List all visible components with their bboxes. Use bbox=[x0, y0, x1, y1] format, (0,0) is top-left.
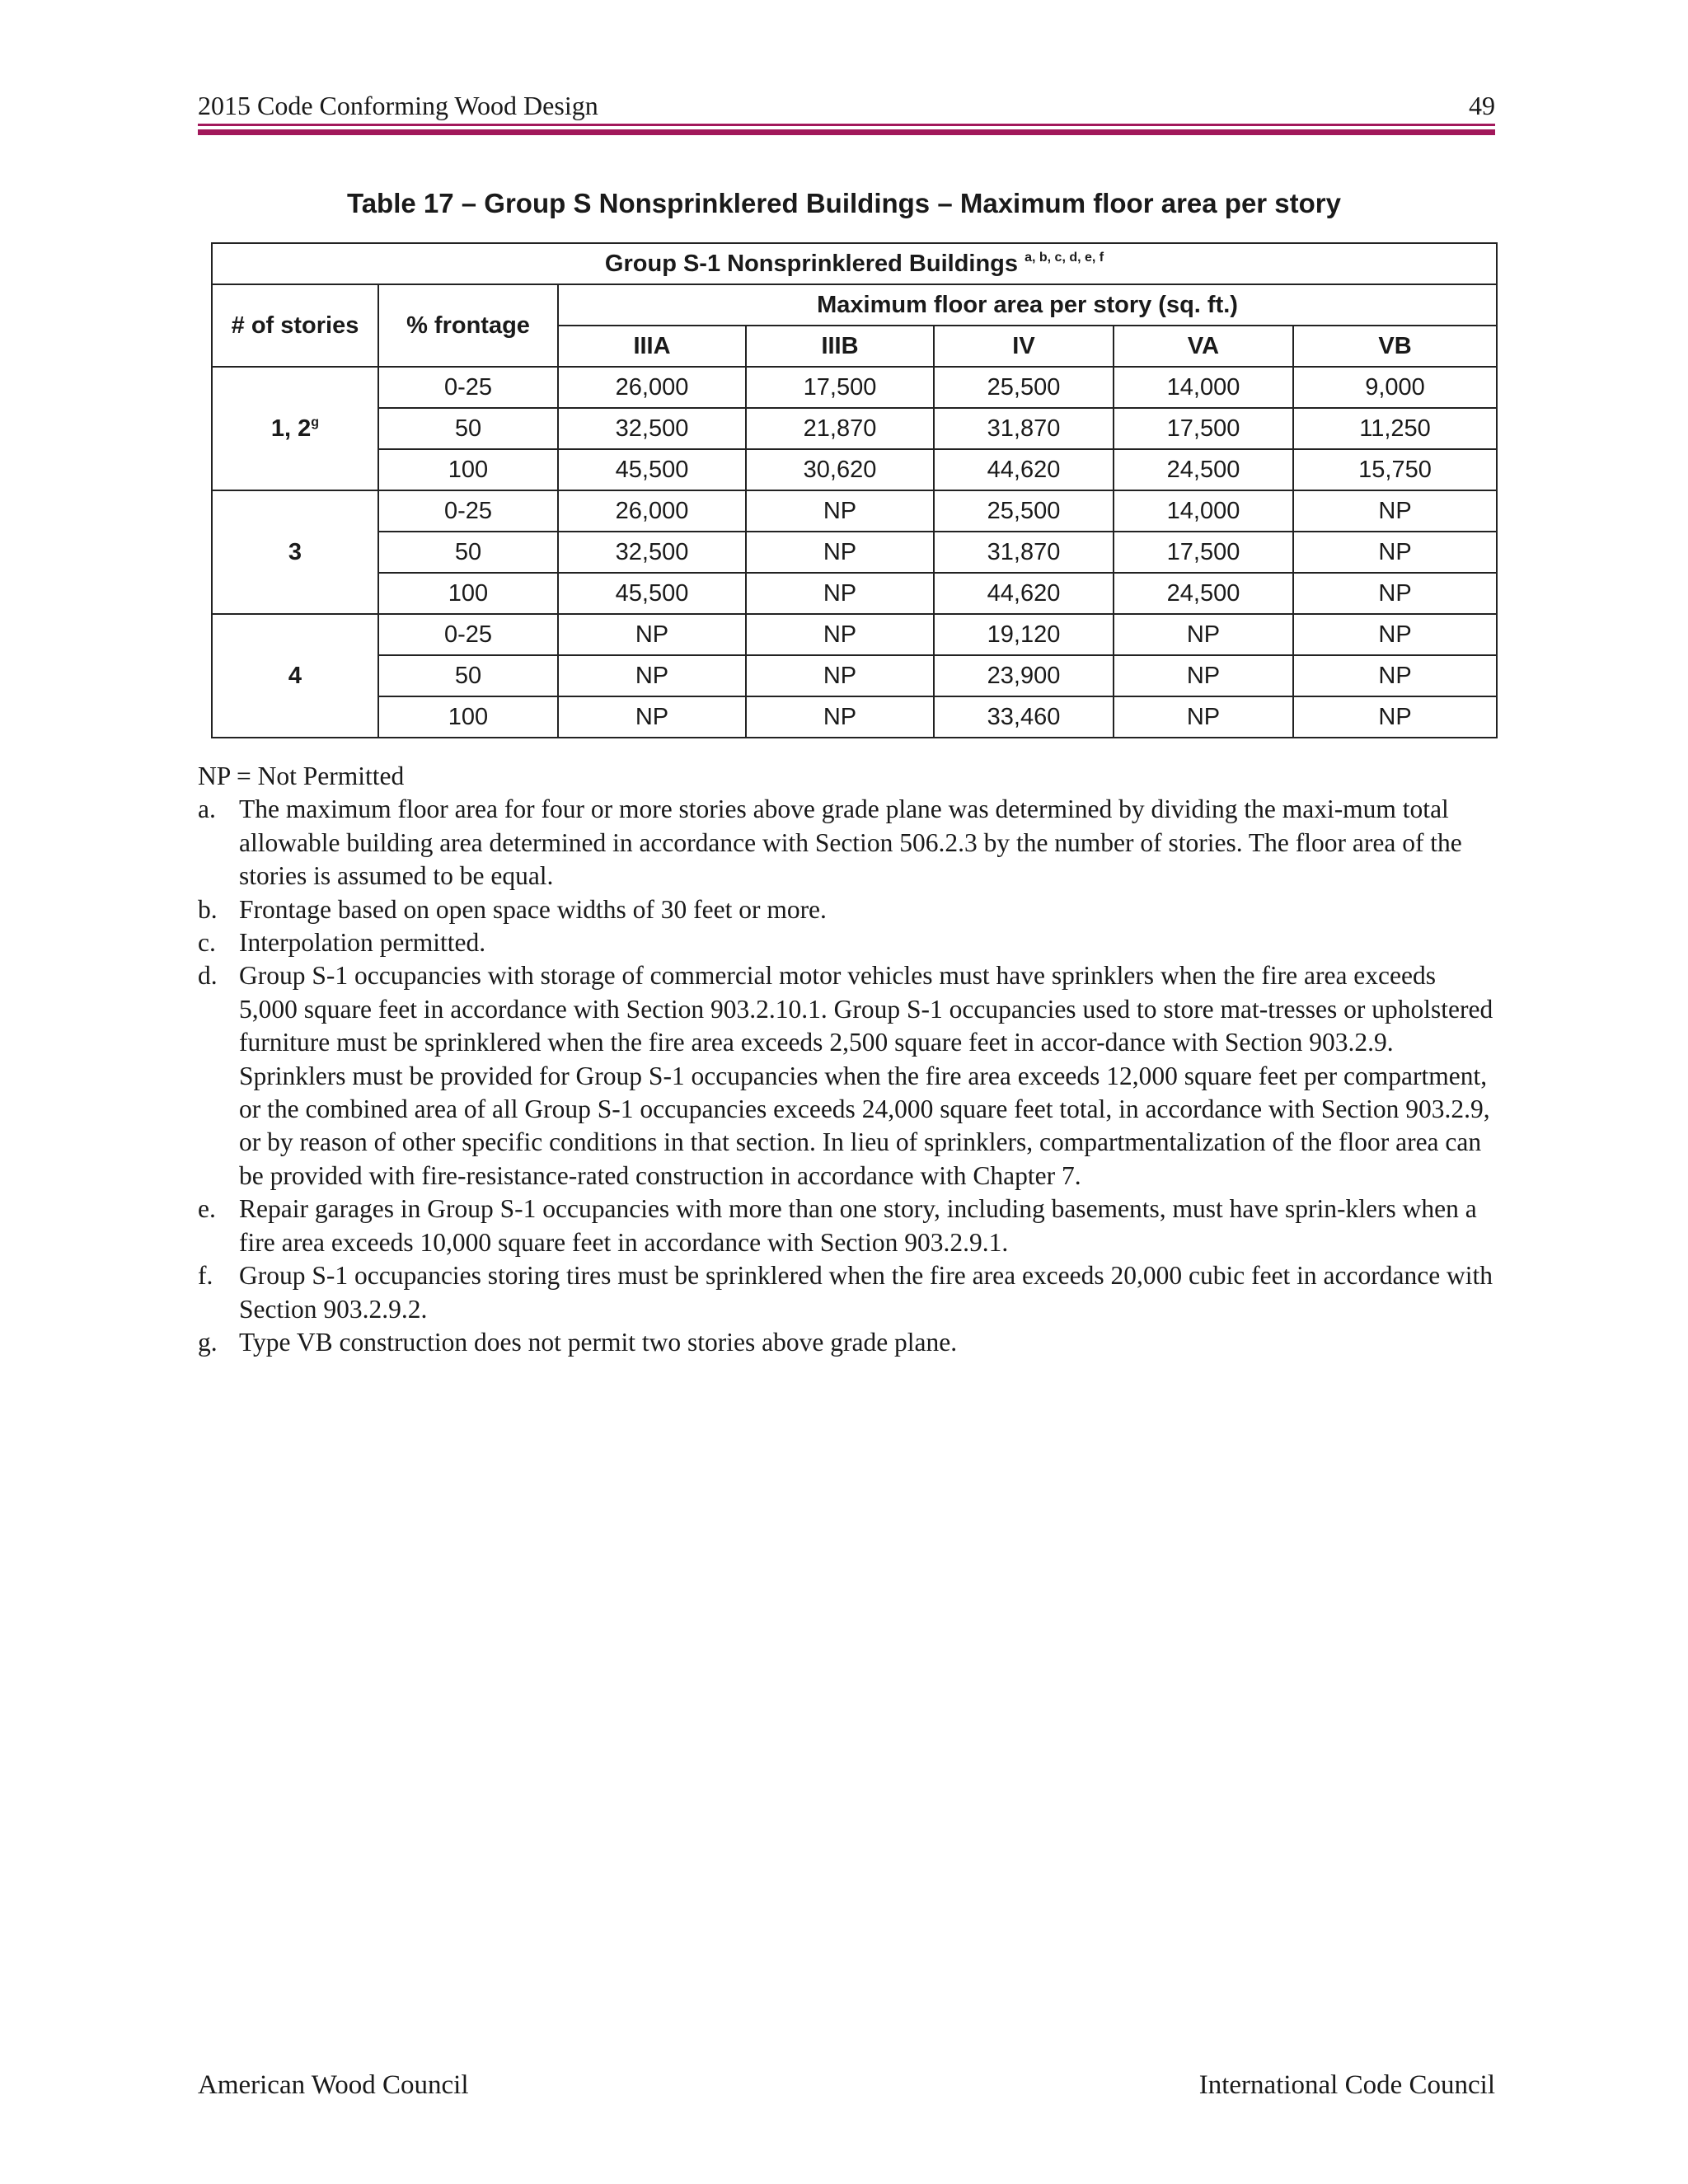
footnote-label: c. bbox=[198, 928, 216, 958]
footnote bbox=[198, 1326, 1500, 1359]
area-value-cell: 14,000 bbox=[1114, 490, 1293, 532]
stories-cell bbox=[212, 490, 378, 614]
area-value-cell: 31,870 bbox=[934, 532, 1114, 573]
footnote-text: Interpolation permitted. bbox=[239, 928, 486, 958]
area-value-cell: NP bbox=[746, 573, 934, 614]
area-value-cell: 33,460 bbox=[934, 696, 1114, 738]
footnote-label: d. bbox=[198, 961, 218, 991]
frontage-cell: 0-25 bbox=[378, 367, 558, 408]
footnote-label: e. bbox=[198, 1194, 216, 1224]
area-value-cell: 25,500 bbox=[934, 490, 1114, 532]
group-heading bbox=[212, 243, 1497, 284]
area-value-cell: 17,500 bbox=[1114, 532, 1293, 573]
floor-area-table bbox=[211, 242, 1498, 738]
table-title: Table 17 – Group S Nonsprinklered Buildings – Maximum floor area per story bbox=[346, 188, 1341, 218]
col-header-type: IIIA bbox=[558, 326, 746, 367]
area-value-cell: 45,500 bbox=[558, 449, 746, 490]
footnote-label: b. bbox=[198, 894, 218, 924]
area-value-cell: NP bbox=[1293, 532, 1497, 573]
header-rule-thin bbox=[198, 124, 1495, 126]
footnote-text: Repair garages in Group S-1 occupancies with more than one story, including basements, must have sprin-klers when a fire area exceeds 10,000 square feet in accordance with Section 903.2.9.1. bbox=[239, 1194, 1477, 1257]
footnote bbox=[198, 1193, 1500, 1259]
area-value-cell: 25,500 bbox=[934, 367, 1114, 408]
group-heading-footnotes: a, b, c, d, e, f bbox=[1025, 250, 1104, 265]
table-row bbox=[212, 573, 1497, 614]
area-value-cell: NP bbox=[1293, 614, 1497, 655]
footnote bbox=[198, 893, 1500, 926]
table-row bbox=[212, 408, 1497, 449]
footnote-label: f. bbox=[198, 1261, 213, 1291]
area-value-cell: NP bbox=[1293, 490, 1497, 532]
note-np: NP = Not Permitted bbox=[198, 762, 405, 790]
col-header-frontage: % frontage bbox=[378, 284, 558, 367]
area-value-cell: 23,900 bbox=[934, 655, 1114, 696]
frontage-cell: 50 bbox=[378, 532, 558, 573]
footnote bbox=[198, 793, 1500, 893]
table-notes bbox=[198, 760, 1500, 1359]
area-value-cell: NP bbox=[746, 655, 934, 696]
col-header-type: IV bbox=[934, 326, 1114, 367]
area-value-cell: 15,750 bbox=[1293, 449, 1497, 490]
table-row bbox=[212, 696, 1497, 738]
footnote-text: Group S-1 occupancies storing tires must be sprinklered when the fire area exceeds 20,000 cubic feet in accordance with Section 903.2.9.2. bbox=[239, 1261, 1493, 1324]
footnote-label: a. bbox=[198, 794, 216, 824]
area-value-cell: NP bbox=[1293, 696, 1497, 738]
frontage-cell: 0-25 bbox=[378, 490, 558, 532]
footnote bbox=[198, 926, 1500, 959]
footer-right: International Code Council bbox=[1198, 2070, 1495, 2100]
area-value-cell: NP bbox=[1293, 655, 1497, 696]
group-heading-text: Group S-1 Nonsprinklered Buildings bbox=[604, 250, 1019, 277]
area-value-cell: 24,500 bbox=[1114, 449, 1293, 490]
footnote-text: Type VB construction does not permit two stories above grade plane. bbox=[239, 1327, 958, 1357]
col-header-type: VB bbox=[1293, 326, 1497, 367]
group-heading-row bbox=[212, 243, 1497, 284]
col-header-type: VA bbox=[1114, 326, 1293, 367]
footnote-text: Frontage based on open space widths of 30 feet or more. bbox=[239, 894, 827, 924]
stories-value: 3 bbox=[288, 538, 302, 565]
frontage-cell: 100 bbox=[378, 449, 558, 490]
footnote bbox=[198, 959, 1500, 1193]
area-value-cell: 44,620 bbox=[934, 449, 1114, 490]
area-value-cell: 9,000 bbox=[1293, 367, 1497, 408]
footnote-text: Group S-1 occupancies with storage of commercial motor vehicles must have sprinklers when the fire area exceeds 5,000 square feet in accordance with Section 903.2.10.1. Group S-1 occupancies used to store mat-tresses or upholstered furniture must be sprinklered when the fire area exceeds 2,500 square feet in accor-dance with Section 903.2.9. Sprinklers must be provided for Group S-1 occupancies when the fire area exceeds 12,000 square feet per compartment, or the combined area of all Group S-1 occupancies exceeds 24,000 square feet total, in accordance with Section 903.2.9, or by reason of other specific conditions in that section. In lieu of sprinklers, compartmentalization of the floor area can be provided with fire-resistance-rated construction in accordance with Chapter 7. bbox=[239, 961, 1493, 1190]
area-value-cell: 19,120 bbox=[934, 614, 1114, 655]
stories-cell bbox=[212, 367, 378, 490]
header-rule-thick bbox=[198, 129, 1495, 135]
area-value-cell: NP bbox=[1114, 696, 1293, 738]
area-value-cell: 21,870 bbox=[746, 408, 934, 449]
area-value-cell: 11,250 bbox=[1293, 408, 1497, 449]
area-value-cell: NP bbox=[746, 614, 934, 655]
area-heading-row bbox=[212, 284, 1497, 326]
area-value-cell: NP bbox=[558, 614, 746, 655]
table-row bbox=[212, 490, 1497, 532]
area-value-cell: NP bbox=[558, 655, 746, 696]
frontage-cell: 100 bbox=[378, 696, 558, 738]
footer-left: American Wood Council bbox=[198, 2070, 469, 2100]
area-value-cell: 30,620 bbox=[746, 449, 934, 490]
area-value-cell: NP bbox=[746, 532, 934, 573]
frontage-cell: 50 bbox=[378, 655, 558, 696]
area-value-cell: NP bbox=[1293, 573, 1497, 614]
area-value-cell: 31,870 bbox=[934, 408, 1114, 449]
table-row bbox=[212, 367, 1497, 408]
area-value-cell: NP bbox=[558, 696, 746, 738]
footnote bbox=[198, 1259, 1500, 1326]
area-value-cell: 32,500 bbox=[558, 532, 746, 573]
col-header-type: IIIB bbox=[746, 326, 934, 367]
frontage-cell: 50 bbox=[378, 408, 558, 449]
table-row bbox=[212, 449, 1497, 490]
area-value-cell: NP bbox=[1114, 655, 1293, 696]
footnote-label: g. bbox=[198, 1327, 218, 1357]
area-value-cell: 26,000 bbox=[558, 367, 746, 408]
area-value-cell: 32,500 bbox=[558, 408, 746, 449]
table-row bbox=[212, 532, 1497, 573]
area-value-cell: 26,000 bbox=[558, 490, 746, 532]
col-header-stories: # of stories bbox=[212, 284, 378, 367]
area-value-cell: 14,000 bbox=[1114, 367, 1293, 408]
table-row bbox=[212, 614, 1497, 655]
table-row bbox=[212, 655, 1497, 696]
stories-cell bbox=[212, 614, 378, 738]
area-value-cell: 17,500 bbox=[1114, 408, 1293, 449]
stories-value: 4 bbox=[288, 662, 302, 689]
area-value-cell: 17,500 bbox=[746, 367, 934, 408]
area-value-cell: NP bbox=[746, 696, 934, 738]
area-value-cell: NP bbox=[746, 490, 934, 532]
frontage-cell: 0-25 bbox=[378, 614, 558, 655]
area-value-cell: 45,500 bbox=[558, 573, 746, 614]
footnote-text: The maximum floor area for four or more stories above grade plane was determined by dividing the maxi-mum total allowable building area determined in accordance with Section 506.2.3 by the number of stories. The floor area of the stories is assumed to be equal. bbox=[239, 794, 1462, 891]
stories-value: 1, 2 bbox=[270, 415, 312, 442]
running-header-title: 2015 Code Conforming Wood Design bbox=[198, 91, 598, 120]
page-number: 49 bbox=[1469, 91, 1495, 120]
stories-footnote: g bbox=[311, 415, 320, 429]
frontage-cell: 100 bbox=[378, 573, 558, 614]
area-value-cell: 44,620 bbox=[934, 573, 1114, 614]
area-value-cell: 24,500 bbox=[1114, 573, 1293, 614]
area-heading: Maximum floor area per story (sq. ft.) bbox=[558, 284, 1497, 326]
area-value-cell: NP bbox=[1114, 614, 1293, 655]
